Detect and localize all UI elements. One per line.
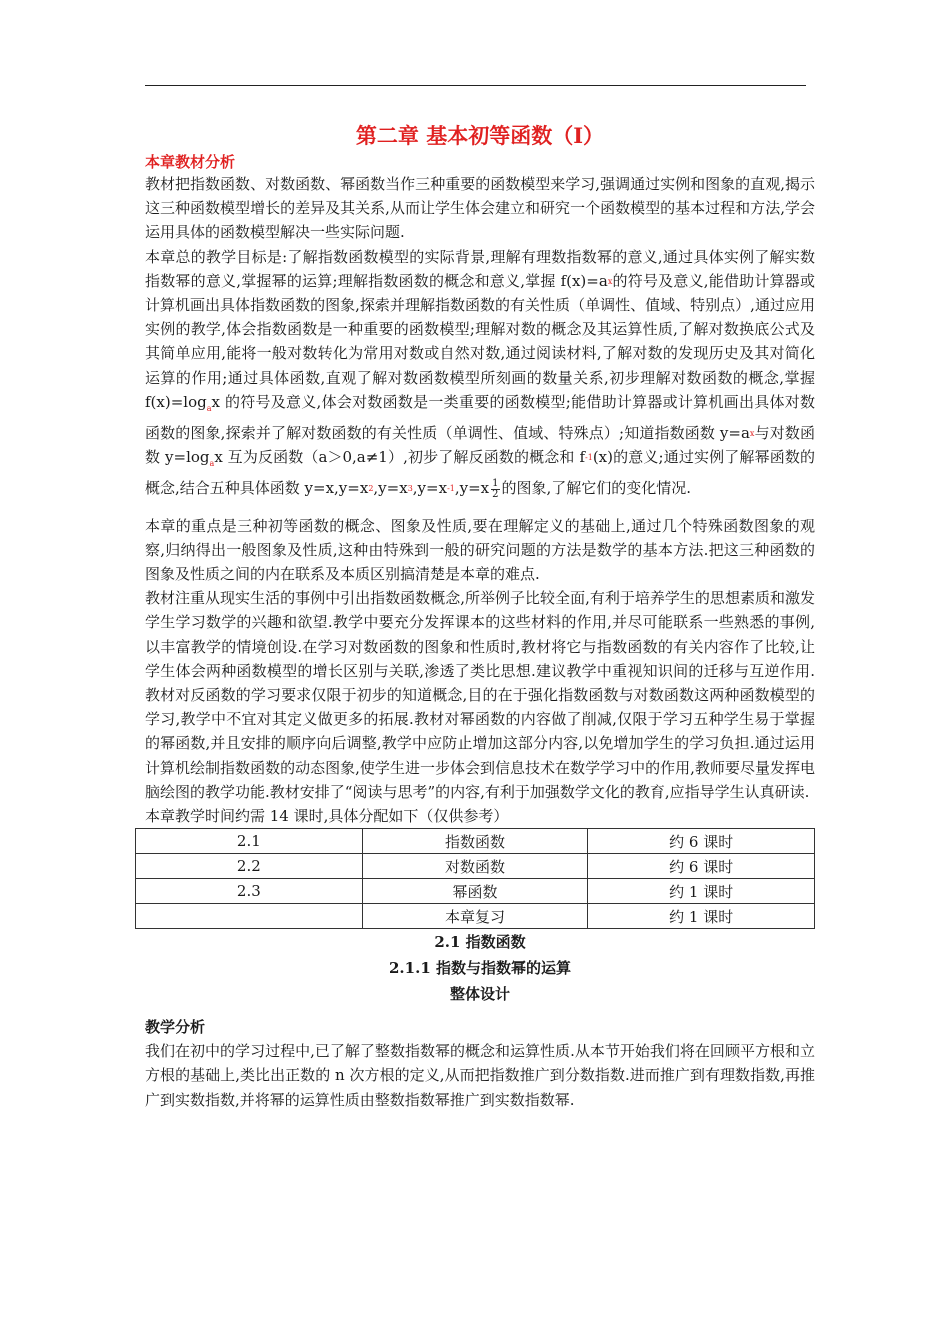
teaching-analysis-paragraph: 我们在初中的学习过程中,已了解了整数指数幂的概念和运算性质.从本节开始我们将在回顾平方根和立方根的基础上,类比出正数的 n 次方根的定义,从而把指数推广到分数指数.进而推广到有理数指数,再推广到实数指数,并将幂的运算性质由整数指数幂推广到实数指数幂. [145, 1042, 815, 1109]
teaching-advice-paragraph: 教材注重从现实生活的事例中引出指数函数概念,所举例子比较全面,有利于培养学生的思想素质和激发学生学习数学的兴趣和欲望.教学中要充分发挥课本的这些材料的作用,并尽可能联系一些熟悉的事例,以丰富教学的情境创设.在学习对数函数的图象和性质时,教材将它与指数函数的有关内容作了比较,让学生体会两种函数模型的增长区别与关联,渗透了类比思想.建议教学中重视知识间的迁移与互逆作用.教材对反函数的学习要求仅限于初步的知道概念,目的在于强化指数函数与对数函数这两种函数模型的学习,教学中不宜对其定义做更多的拓展.教材对幂函数的内容做了削减,仅限于学习五种学生易于掌握的幂函数,并且安排的顺序向后调整,教学中应防止增加这部分内容,以免增加学生的学习负担.通过运用计算机绘制指数函数的动态图象,使学生进一步体会到信息技术在数学学习中的作用,教师要尽量发挥电脑绘图的教学功能.教材安排了“阅读与思考”的内容,有利于加强数学文化的教育,应指导学生认真研读. [145, 589, 815, 801]
superscript-two: 2 [368, 484, 374, 494]
schedule-intro: 本章教学时间约需 14 课时,具体分配如下（仅供参考） [145, 807, 509, 826]
section-cell: 2.2 [136, 854, 363, 879]
intro-paragraph: 教材把指数函数、对数函数、幂函数当作三种重要的函数模型来学习,强调通过实例和图象的直观,揭示这三种函数模型增长的差异及其关系,从而让学生体会建立和研究一个函数模型的基本过程和方法,学会运用具体的函数模型解决一些实际问题. [145, 175, 815, 242]
goals-text-e: x 互为反函数（a＞0,a≠1）,初步了解反函数的概念和 f [214, 448, 586, 467]
goals-paragraph [145, 245, 815, 501]
goals-text-j: 的图象,了解它们的变化情况. [501, 479, 692, 498]
superscript-minus-one: -1 [585, 453, 593, 463]
table-row [136, 829, 815, 854]
goals-text-f: (x)的意义;通过实例了解幂函数的概念,结合五种具体函数 y=x,y=x [145, 448, 815, 498]
chapter-title: 第二章 基本初等函数（Ⅰ） [355, 123, 605, 148]
hours-cell: 约 6 课时 [588, 854, 815, 879]
paragraph-gap [145, 501, 815, 514]
topic-cell: 本章复习 [362, 904, 588, 929]
hours-cell: 约 6 课时 [588, 829, 815, 854]
superscript-x: x [607, 276, 613, 286]
section-heading-2-1-1: 2.1.1 指数与指数幂的运算 [389, 959, 571, 978]
goals-text-b: 的符号及意义,能借助计算器或计算机画出具体指数函数的图象,探索并理解指数函数的有关性质（单调性、值域、特别点）,通过应用实例的教学,体会指数函数是一种重要的函数模型;理解对数的概念及其运算性质,了解对数换底公式及其简单应用,能将一般对数转化为常用对数或自然对数,通过阅读材料,了解对数的发现历史及其对简化运算的作用;通过具体函数,直观了解对数函数模型所刻画的数量关系,初步理解对数函数的概念,掌握 f(x)=log [145, 271, 815, 411]
table-row [136, 904, 815, 929]
goals-text-c: x 的符号及意义,体会对数函数是一类重要的函数模型;能借助计算器或计算机画出具体对数函数的图象,探索并了解对数函数的有关性质（单调性、值域、特殊点）;知道指数函数 y=a [145, 392, 815, 443]
section-cell: 2.1 [136, 829, 363, 854]
topic-cell: 幂函数 [362, 879, 588, 904]
goals-text-a: 本章总的教学目标是:了解指数函数模型的实际背景,理解有理数指数幂的意义,通过具体实例了解实数指数幂的意义,掌握幂的运算;理解指数函数的概念和意义,掌握 f(x)=a [145, 247, 815, 290]
fraction-numerator: 1 [492, 477, 499, 489]
topic-cell: 对数函数 [362, 854, 588, 879]
hours-cell: 约 1 课时 [588, 904, 815, 929]
goals-text-h: ,y=x [412, 479, 448, 498]
subscript-a: a [209, 459, 215, 469]
key-points-paragraph: 本章的重点是三种初等函数的概念、图象及性质,要在理解定义的基础上,通过几个特殊函数图象的观察,归纳得出一般图象及性质,这种由特殊到一般的研究问题的方法是数学的基本方法.把这三种函数的图象及性质之间的内在联系及本质区别搞清楚是本章的难点. [145, 516, 815, 584]
content-column [145, 120, 815, 1112]
superscript-minus-one: -1 [447, 484, 455, 494]
goals-text-i: ,y=x [454, 479, 490, 498]
schedule-table [135, 828, 815, 929]
superscript-x: x [749, 429, 755, 439]
hours-cell: 约 1 课时 [588, 879, 815, 904]
teaching-analysis-heading: 教学分析 [145, 1018, 206, 1037]
fraction-denominator: 2 [492, 488, 499, 500]
section-cell [136, 904, 363, 929]
topic-cell: 指数函数 [362, 829, 588, 854]
superscript-three: 3 [407, 484, 413, 494]
section-heading-2-1: 2.1 指数函数 [434, 933, 526, 952]
table-row [136, 854, 815, 879]
section-cell: 2.3 [136, 879, 363, 904]
fraction-one-half [491, 479, 499, 500]
analysis-heading: 本章教材分析 [145, 153, 236, 171]
overall-design-heading: 整体设计 [449, 985, 510, 1004]
goals-text-g: ,y=x [373, 479, 408, 498]
goals-text-d: 与对数函数 y=log [145, 424, 815, 467]
table-row [136, 879, 815, 904]
header-rule [145, 85, 806, 86]
subscript-a: a [206, 403, 212, 413]
